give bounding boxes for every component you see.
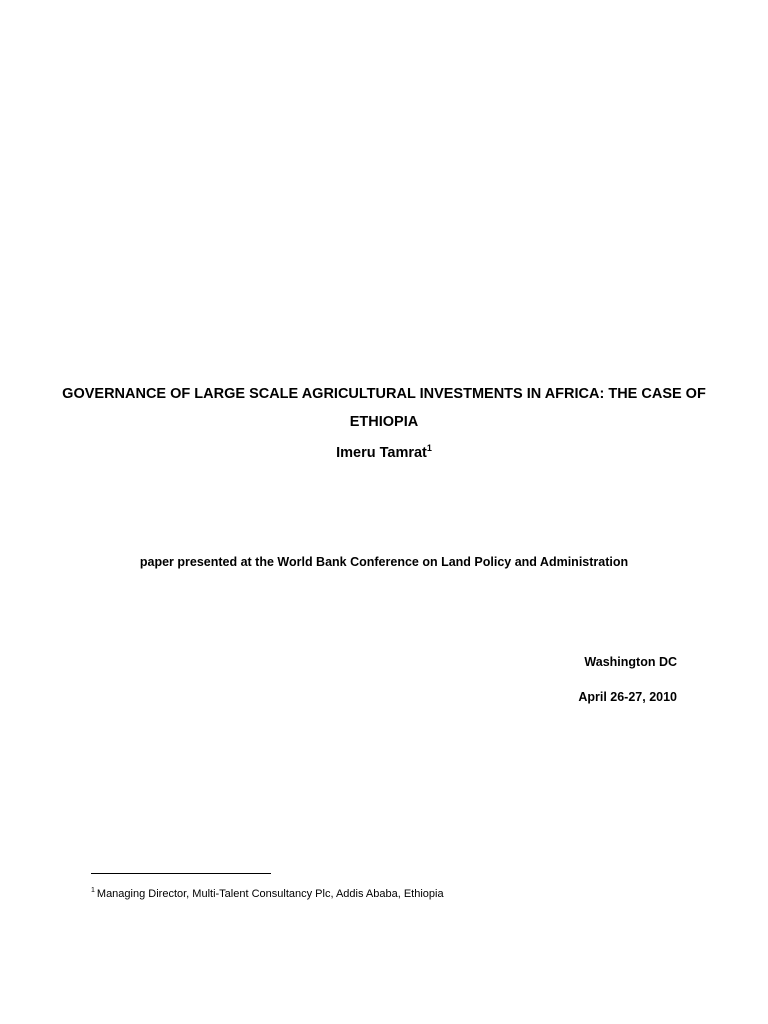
footnote-separator xyxy=(91,873,271,874)
footnote xyxy=(91,887,444,900)
footnote-marker: 1 xyxy=(91,887,95,894)
location: Washington DC xyxy=(584,655,677,669)
author-footnote-marker: 1 xyxy=(426,443,432,453)
author-line xyxy=(0,443,768,461)
paper-title: GOVERNANCE OF LARGE SCALE AGRICULTURAL INVESTMENTS IN AFRICA: THE CASE OF ETHIOPIA xyxy=(62,386,706,430)
footnote-text: Managing Director, Multi-Talent Consultancy Plc, Addis Ababa, Ethiopia xyxy=(96,888,444,900)
presentation-note: paper presented at the World Bank Conference on Land Policy and Administration xyxy=(139,555,629,569)
author-name: Imeru Tamrat xyxy=(336,445,427,461)
date: April 26-27, 2010 xyxy=(578,690,677,704)
